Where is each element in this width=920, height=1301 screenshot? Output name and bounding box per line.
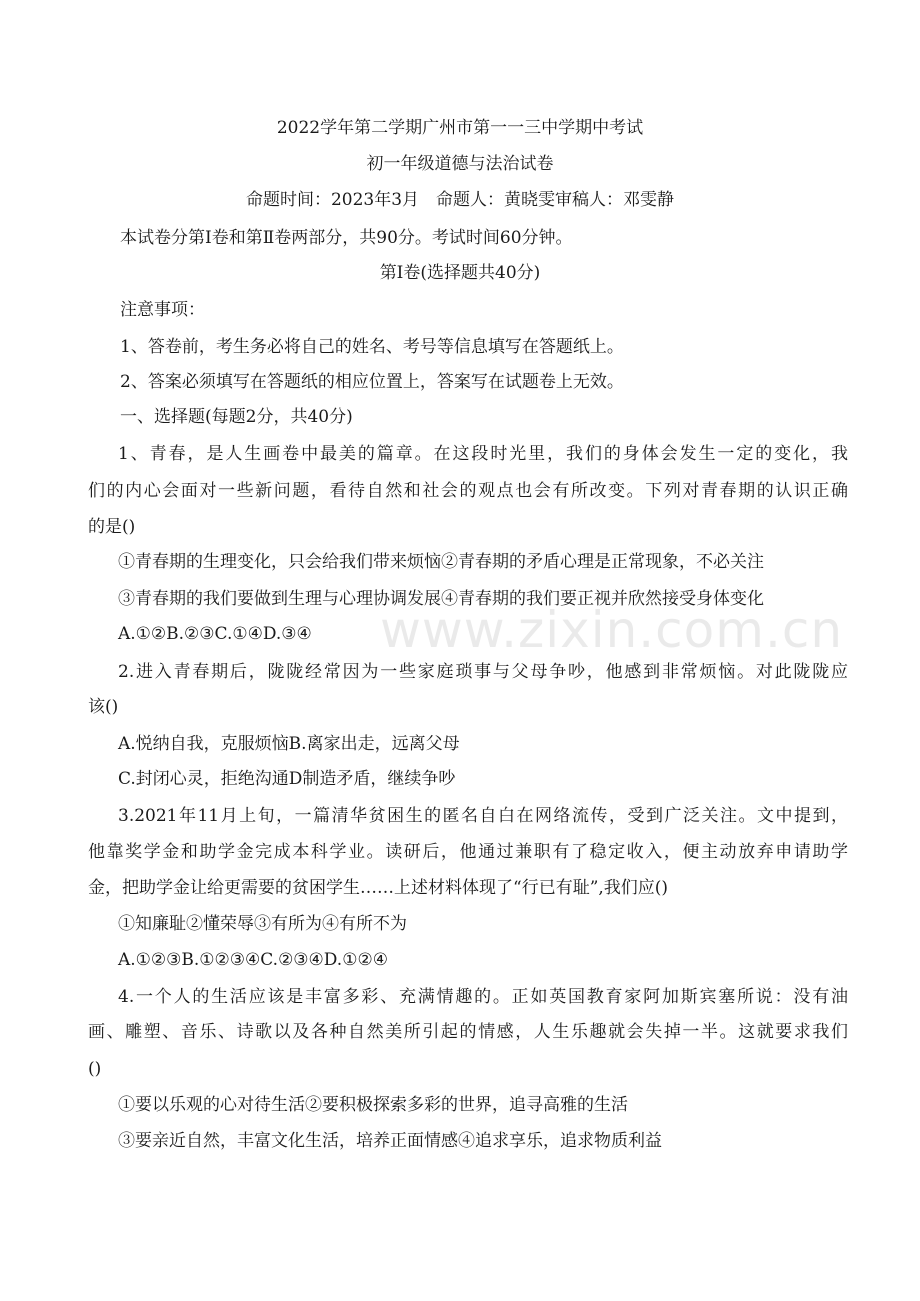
watermark: www.zixin.com.cn [380, 601, 844, 659]
question-statement: ③要亲近自然，丰富文化生活，培养正面情感④追求享乐，追求物质利益 [118, 1131, 662, 1151]
question-statement: ①知廉耻②懂荣辱③有所为④有所不为 [118, 914, 407, 934]
question-stem: 1、青春，是人生画卷中最美的篇章。在这段时光里，我们的身体会发生一定的变化，我 [118, 444, 848, 464]
notes-item: 1、答卷前，考生务必将自己的姓名、考号等信息填写在答题纸上。 [120, 337, 624, 357]
exam-meta: 命题时间：2023年3月 命题人：黄晓雯审稿人：邓雯静 [245, 190, 675, 210]
question-options: C.封闭心灵，拒绝沟通D制造矛盾，继续争吵 [118, 769, 456, 789]
question-stem: 画、雕塑、音乐、诗歌以及各种自然美所引起的情感，人生乐趣就会失掉一半。这就要求我们 [88, 1022, 848, 1042]
question-stem: 4.一个人的生活应该是丰富多彩、充满情趣的。正如英国教育家阿加斯宾塞所说：没有油 [118, 987, 848, 1007]
question-statement: ①青春期的生理变化，只会给我们带来烦恼②青春期的矛盾心理是正常现象，不必关注 [118, 552, 764, 572]
section-title: 第Ⅰ卷(选择题共40分) [379, 263, 541, 283]
question-statement: ①要以乐观的心对待生活②要积极探索多彩的世界，追寻高雅的生活 [118, 1095, 628, 1115]
question-stem: 他靠奖学金和助学金完成本科学业。读研后，他通过兼职有了稳定收入，便主动放弃申请助学 [88, 842, 848, 862]
question-stem: () [88, 1059, 102, 1079]
question-stem: 2.进入青春期后，陇陇经常因为一些家庭琐事与父母争吵，他感到非常烦恼。对此陇陇应 [118, 662, 848, 682]
question-options: A.①②B.②③C.①④D.③④ [118, 624, 312, 644]
question-stem: 金，把助学金让给更需要的贫困学生……上述材料体现了“行已有耻”,我们应() [88, 878, 669, 898]
exam-title: 2022学年第二学期广州市第一一三中学期中考试 [276, 118, 644, 138]
intro-text: 本试卷分第Ⅰ卷和第Ⅱ卷两部分，共90分。考试时间60分钟。 [120, 228, 573, 248]
question-stem: 的是() [88, 517, 136, 537]
exam-subtitle: 初一年级道德与法治试卷 [366, 154, 554, 174]
question-options: A.①②③B.①②③④C.②③④D.①②④ [118, 950, 388, 970]
question-stem: 该() [88, 697, 119, 717]
notes-heading: 注意事项： [120, 300, 205, 320]
question-stem: 们的内心会面对一些新问题，看待自然和社会的观点也会有所改变。下列对青春期的认识正确 [88, 481, 848, 501]
question-stem: 3.2021年11月上旬，一篇清华贫困生的匿名自白在网络流传，受到广泛关注。文中提到， [118, 806, 848, 826]
question-statement: ③青春期的我们要做到生理与心理协调发展④青春期的我们要正视并欣然接受身体变化 [118, 589, 764, 609]
part-heading: 一、选择题(每题2分，共40分) [120, 407, 353, 427]
question-options: A.悦纳自我，克服烦恼B.离家出走，远离父母 [118, 734, 460, 754]
notes-item: 2、答案必须填写在答题纸的相应位置上，答案写在试题卷上无效。 [120, 372, 624, 392]
